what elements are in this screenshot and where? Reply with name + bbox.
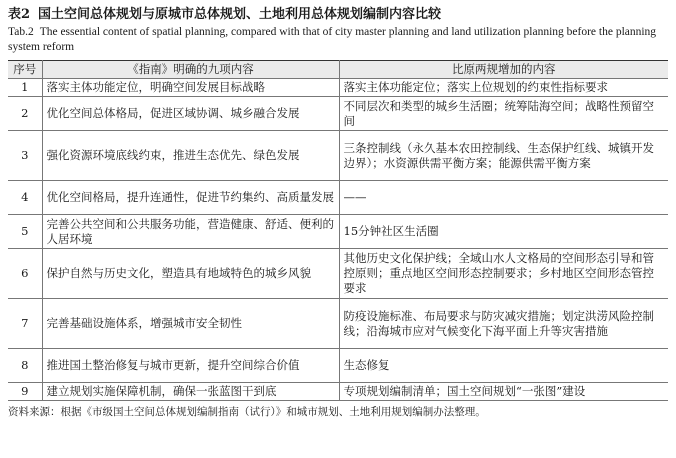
table-row [8,349,668,383]
row-index: 7 [8,299,42,349]
row-guide-content: 落实主体功能定位，明确空间发展目标战略 [42,79,339,97]
row-guide-content: 优化空间总体格局，促进区域协调、城乡融合发展 [42,97,339,131]
row-added-content: 15分钟社区生活圈 [339,215,668,249]
table-row [8,299,668,349]
row-index: 6 [8,249,42,299]
comparison-table [8,60,668,401]
table-row [8,215,668,249]
header-index: 序号 [8,61,42,79]
row-guide-content: 完善基础设施体系，增强城市安全韧性 [42,299,339,349]
table-title-cn: 国土空间总体规划与原城市总体规划、土地利用总体规划编制内容比较 [38,7,442,22]
table-row [8,249,668,299]
row-added-content: 不同层次和类型的城乡生活圈；统筹陆海空间；战略性预留空间 [339,97,668,131]
row-guide-content: 保护自然与历史文化，塑造具有地域特色的城乡风貌 [42,249,339,299]
table-row [8,79,668,97]
row-guide-content: 推进国土整治修复与城市更新，提升空间综合价值 [42,349,339,383]
table-caption-cn [8,6,668,24]
table-row [8,131,668,181]
row-index: 2 [8,97,42,131]
table-row [8,383,668,401]
row-added-content: 生态修复 [339,349,668,383]
header-added-content: 比原两规增加的内容 [339,61,668,79]
row-added-content: 其他历史文化保护线；全域山水人文格局的空间形态引导和管控原则；重点地区空间形态控制要求；乡村地区空间形态管控要求 [339,249,668,299]
row-index: 5 [8,215,42,249]
row-guide-content: 完善公共空间和公共服务功能，营造健康、舒适、便利的人居环境 [42,215,339,249]
document-page [8,6,668,419]
table-row [8,97,668,131]
table-row [8,181,668,215]
row-added-content: —— [339,181,668,215]
row-index: 1 [8,79,42,97]
table-number-cn: 表2 [8,7,31,22]
row-added-content: 三条控制线（永久基本农田控制线、生态保护红线、城镇开发边界）；水资源供需平衡方案；能源供需平衡方案 [339,131,668,181]
table-caption-en [8,25,668,55]
row-guide-content: 优化空间格局，提升连通性，促进节约集约、高质量发展 [42,181,339,215]
row-added-content: 防疫设施标准、布局要求与防灾减灾措施；划定洪涝风险控制线；沿海城市应对气候变化下海平面上升等灾害措施 [339,299,668,349]
row-index: 8 [8,349,42,383]
row-added-content: 落实主体功能定位；落实上位规划的约束性指标要求 [339,79,668,97]
table-title-en: The essential content of spatial planning, compared with that of city master planning and land utilization planning before the planning system reform [8,26,657,53]
header-guide-content: 《指南》明确的九项内容 [42,61,339,79]
row-index: 3 [8,131,42,181]
row-guide-content: 建立规划实施保障机制，确保一张蓝图干到底 [42,383,339,401]
source-note: 资料来源：根据《市级国土空间总体规划编制指南（试行）》和城市规划、土地利用规划编制办法整理。 [8,406,486,418]
table-number-en: Tab.2 [8,26,34,38]
row-added-content: 专项规划编制清单；国土空间规划“一张图”建设 [339,383,668,401]
table-header-row [8,61,668,79]
row-index: 4 [8,181,42,215]
row-guide-content: 强化资源环境底线约束，推进生态优先、绿色发展 [42,131,339,181]
row-index: 9 [8,383,42,401]
